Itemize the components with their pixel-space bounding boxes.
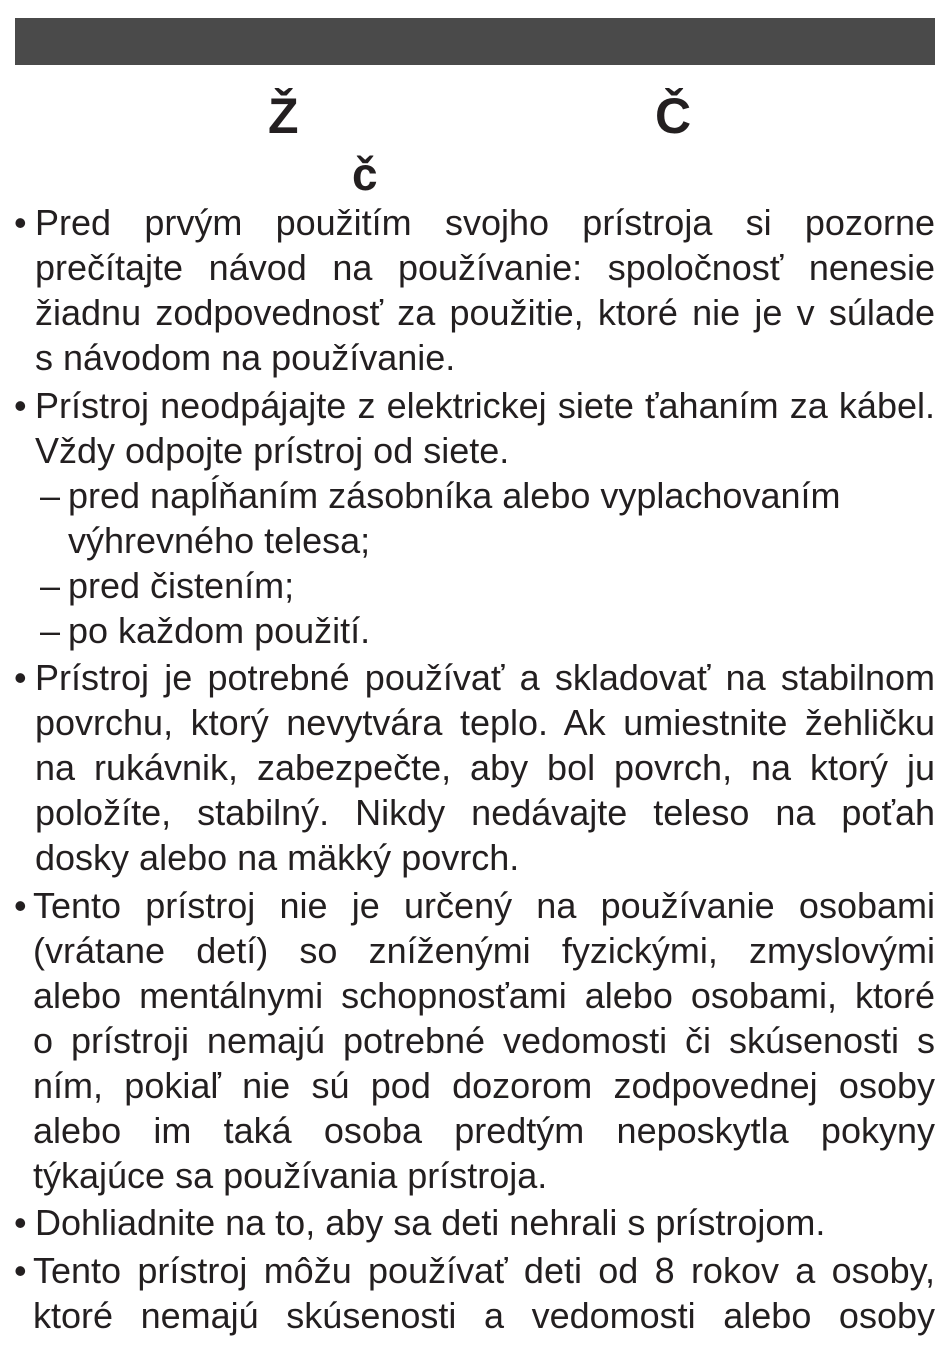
text-line: povrchu, ktorý nevytvára teplo. Ak umiestnite žehličku [35,702,935,743]
list-item [0,200,950,380]
heading-fragment: Ž [268,88,299,144]
text-line: Vždy odpojte prístroj od siete. [35,429,510,471]
sub-list-item [0,563,950,608]
text-line: Dohliadnite na to, aby sa deti nehrali s prístrojom. [35,1202,826,1243]
text-line: ním, pokiaľ nie sú pod dozorom zodpovednej osoby [33,1064,935,1106]
text-line: dosky alebo na mäkký povrch. [35,837,520,878]
heading-fragment: č [352,148,378,200]
bullet-marker: • [14,384,27,426]
header-bar [15,18,935,65]
text-line: pred čistením; [68,564,295,606]
dash-marker: – [40,609,61,651]
text-line: ktoré nemajú skúsenosti a vedomosti alebo osoby [33,1294,935,1336]
heading-fragment: Č [655,88,692,144]
text-line: Tento prístroj môžu používať deti od 8 rokov a osoby, [33,1249,935,1291]
text-line: po každom použití. [68,609,371,651]
list-item [0,383,950,653]
text-line: výhrevného telesa; [68,519,371,561]
bullet-marker: • [14,202,27,243]
text-line: alebo mentálnymi schopnosťami alebo osobami, ktoré [33,974,935,1016]
bullet-marker: • [14,657,27,698]
text-line: pred napĺňaním zásobníka alebo vyplachovaním [68,474,841,516]
list-item [0,1200,950,1245]
dash-marker: – [40,474,61,516]
text-line: na rukávnik, zabezpečte, aby bol povrch, na ktorý ju [35,747,935,788]
text-line: Pred prvým použitím svojho prístroja si pozorne [35,202,935,243]
bullet-marker: • [14,1249,27,1291]
bullet-marker: • [14,1202,27,1243]
text-line: položíte, stabilný. Nikdy nedávajte teleso na poťah [35,792,935,833]
text-line: alebo im taká osoba predtým neposkytla pokyny [33,1109,935,1151]
list-item [0,655,950,880]
text-line: Prístroj neodpájajte z elektrickej siete ťahaním za kábel. [35,384,935,426]
text-line: s návodom na používanie. [35,337,456,378]
bullet-marker: • [14,884,27,926]
text-line: prečítajte návod na používanie: spoločnosť nenesie [35,247,935,288]
text-line: Tento prístroj nie je určený na používanie osobami [33,884,935,926]
text-line: žiadnu zodpovednosť za použitie, ktoré nie je v súlade [35,292,935,333]
text-line: (vrátane detí) so zníženými fyzickými, zmyslovými [33,929,935,971]
text-line: týkajúce sa používania prístroja. [33,1154,548,1196]
list-item [0,1248,950,1338]
list-item [0,883,950,1198]
sub-list-item [0,608,950,653]
text-line: o prístroji nemajú potrebné vedomosti či skúsenosti s [33,1019,935,1061]
sub-list-item [0,473,950,563]
dash-marker: – [40,564,61,606]
text-line: Prístroj je potrebné používať a skladovať na stabilnom [35,657,935,698]
instruction-list [0,200,950,1338]
